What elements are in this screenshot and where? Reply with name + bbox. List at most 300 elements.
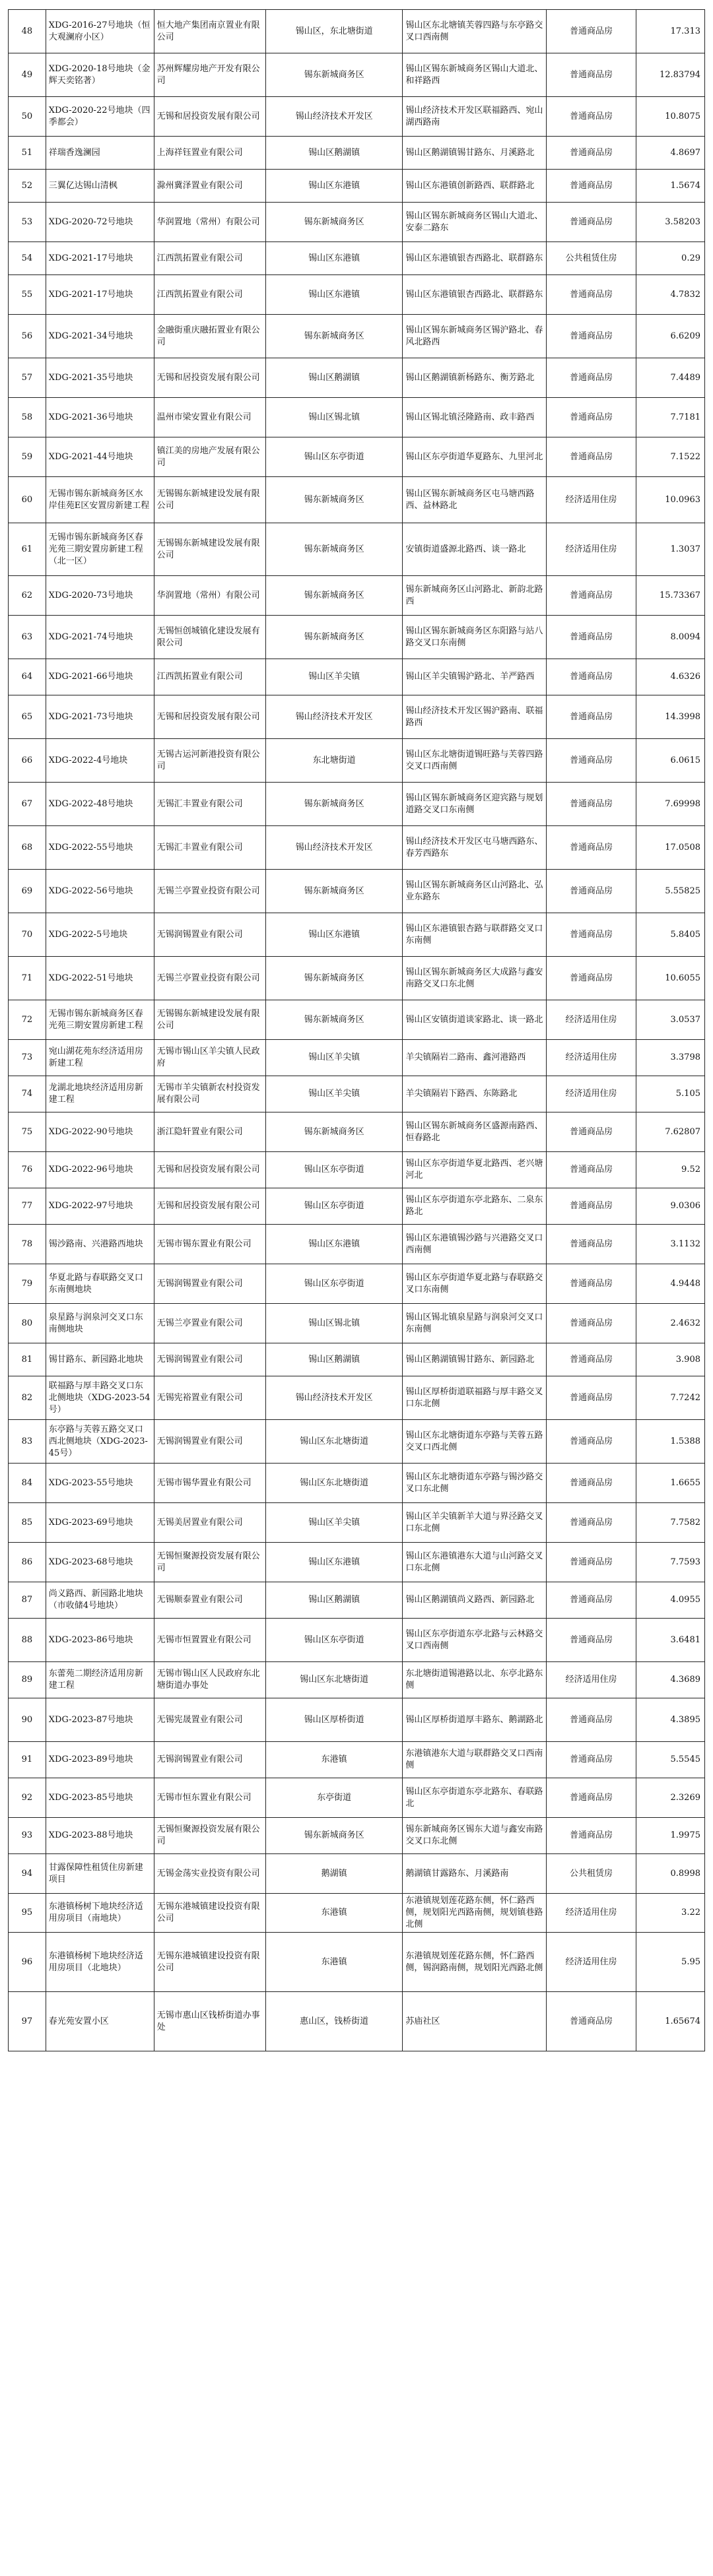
cell-housing-type: 经济适用住房 [546, 1076, 636, 1112]
cell-location: 锡山区东亭街道东亭北路东、春联路北 [403, 1778, 546, 1818]
cell-district: 锡山区东亭街道 [265, 437, 403, 477]
cell-district: 锡东新城商务区 [265, 1000, 403, 1040]
cell-developer-company: 无锡润锡置业有限公司 [154, 1420, 265, 1464]
cell-area-hectares: 7.1522 [636, 437, 705, 477]
cell-location: 东北塘街道锡港路以北、东亭北路东侧 [403, 1662, 546, 1698]
cell-row-number: 60 [9, 477, 46, 523]
cell-project-name: XDG-2020-22号地块（四季都会） [46, 97, 154, 137]
cell-row-number: 50 [9, 97, 46, 137]
cell-project-name: XDG-2022-55号地块 [46, 826, 154, 870]
table-row [9, 358, 705, 398]
cell-location: 锡山区东港镇银杏西路北、联群路东 [403, 275, 546, 315]
cell-district: 锡东新城商务区 [265, 616, 403, 659]
cell-housing-type: 普通商品房 [546, 10, 636, 53]
cell-project-name: XDG-2021-73号地块 [46, 695, 154, 739]
cell-developer-company: 无锡宪裕置业有限公司 [154, 1376, 265, 1420]
cell-project-name: XDG-2021-66号地块 [46, 659, 154, 695]
cell-district: 锡山区鹅湖镇 [265, 1343, 403, 1376]
cell-row-number: 82 [9, 1376, 46, 1420]
table-row [9, 523, 705, 576]
cell-row-number: 76 [9, 1152, 46, 1188]
cell-developer-company: 江西凯拓置业有限公司 [154, 659, 265, 695]
cell-row-number: 56 [9, 315, 46, 358]
cell-area-hectares: 1.5388 [636, 1420, 705, 1464]
cell-housing-type: 普通商品房 [546, 576, 636, 616]
cell-project-name: 三翼亿达锡山清枫 [46, 170, 154, 203]
cell-developer-company: 无锡和居投资发展有限公司 [154, 358, 265, 398]
table-row [9, 1698, 705, 1742]
cell-location: 锡山区东北塘镇芙蓉四路与东亭路交叉口西南侧 [403, 10, 546, 53]
cell-housing-type: 普通商品房 [546, 913, 636, 957]
cell-location: 锡山区东亭街道东亭北路东、二泉东路北 [403, 1188, 546, 1225]
cell-project-name: 宛山湖花苑东经济适用房新建工程 [46, 1040, 154, 1076]
cell-developer-company: 苏州辉耀房地产开发有限公司 [154, 53, 265, 97]
cell-housing-type: 普通商品房 [546, 1464, 636, 1503]
cell-developer-company: 无锡锡东新城建设发展有限公司 [154, 477, 265, 523]
table-row [9, 315, 705, 358]
cell-developer-company: 无锡恒聚源投资发展有限公司 [154, 1818, 265, 1854]
cell-developer-company: 恒大地产集团南京置业有限公司 [154, 10, 265, 53]
cell-row-number: 52 [9, 170, 46, 203]
cell-area-hectares: 2.3269 [636, 1778, 705, 1818]
table-row [9, 1420, 705, 1464]
cell-housing-type: 普通商品房 [546, 97, 636, 137]
cell-district: 锡山区东北塘街道 [265, 1420, 403, 1464]
cell-location: 锡山区厚桥街道联福路与厚丰路交叉口东北侧 [403, 1376, 546, 1420]
table-row [9, 1076, 705, 1112]
cell-project-name: XDG-2022-97号地块 [46, 1188, 154, 1225]
cell-location: 锡山区锡东新城商务区锡沪路北、春风北路西 [403, 315, 546, 358]
cell-location: 锡山区东港镇创新路西、联群路北 [403, 170, 546, 203]
cell-developer-company: 无锡恒创城镇化建设发展有限公司 [154, 616, 265, 659]
cell-district: 锡山区东北塘街道 [265, 1464, 403, 1503]
table-row [9, 1778, 705, 1818]
cell-project-name: XDG-2021-35号地块 [46, 358, 154, 398]
cell-project-name: 东亭路与芙蓉五路交叉口西北侧地块（XDG-2023-45号） [46, 1420, 154, 1464]
cell-housing-type: 普通商品房 [546, 1225, 636, 1264]
table-row [9, 1894, 705, 1933]
table-row [9, 826, 705, 870]
cell-location: 锡山经济技术开发区锡沪路南、联福路西 [403, 695, 546, 739]
cell-location: 东港镇港东大道与联群路交叉口西南侧 [403, 1742, 546, 1778]
cell-location: 安镇街道盛源北路西、谈一路北 [403, 523, 546, 576]
cell-district: 鹅湖镇 [265, 1854, 403, 1894]
cell-developer-company: 无锡市羊尖镇新农村投资发展有限公司 [154, 1076, 265, 1112]
cell-district: 锡山区鹅湖镇 [265, 1582, 403, 1619]
cell-area-hectares: 9.0306 [636, 1188, 705, 1225]
cell-housing-type: 普通商品房 [546, 137, 636, 170]
cell-housing-type: 经济适用住房 [546, 1662, 636, 1698]
cell-row-number: 51 [9, 137, 46, 170]
cell-housing-type: 经济适用住房 [546, 1894, 636, 1933]
cell-developer-company: 金融街重庆融拓置业有限公司 [154, 315, 265, 358]
cell-housing-type: 普通商品房 [546, 1304, 636, 1343]
cell-area-hectares: 7.7242 [636, 1376, 705, 1420]
cell-location: 锡山区锡东新城商务区屯马塘西路西、益林路北 [403, 477, 546, 523]
cell-housing-type: 普通商品房 [546, 170, 636, 203]
cell-housing-type: 普通商品房 [546, 1152, 636, 1188]
cell-area-hectares: 5.105 [636, 1076, 705, 1112]
cell-row-number: 78 [9, 1225, 46, 1264]
cell-housing-type: 普通商品房 [546, 1188, 636, 1225]
housing-land-table [8, 9, 705, 2051]
cell-row-number: 95 [9, 1894, 46, 1933]
cell-area-hectares: 8.0094 [636, 616, 705, 659]
cell-area-hectares: 7.69998 [636, 783, 705, 826]
table-row [9, 242, 705, 275]
cell-row-number: 83 [9, 1420, 46, 1464]
table-row [9, 695, 705, 739]
cell-area-hectares: 4.0955 [636, 1582, 705, 1619]
cell-area-hectares: 6.0615 [636, 739, 705, 783]
cell-row-number: 85 [9, 1503, 46, 1543]
cell-area-hectares: 4.6326 [636, 659, 705, 695]
cell-location: 锡山区东亭街道华夏北路与春联路交叉口东南侧 [403, 1264, 546, 1304]
cell-district: 锡东新城商务区 [265, 1112, 403, 1152]
cell-location: 锡山区东北塘街道锡旺路与芙蓉四路交叉口西南侧 [403, 739, 546, 783]
cell-area-hectares: 3.3798 [636, 1040, 705, 1076]
cell-location: 锡山区鹅湖镇尚义路西、新园路北 [403, 1582, 546, 1619]
cell-developer-company: 无锡古运河新港投资有限公司 [154, 739, 265, 783]
cell-area-hectares: 15.73367 [636, 576, 705, 616]
cell-district: 锡山区东北塘街道 [265, 1662, 403, 1698]
cell-row-number: 90 [9, 1698, 46, 1742]
cell-housing-type: 公共租赁房 [546, 1854, 636, 1894]
cell-district: 锡东新城商务区 [265, 315, 403, 358]
cell-housing-type: 普通商品房 [546, 203, 636, 242]
cell-area-hectares: 5.95 [636, 1933, 705, 1992]
cell-district: 惠山区，钱桥街道 [265, 1992, 403, 2051]
cell-developer-company: 无锡市锡山区羊尖镇人民政府 [154, 1040, 265, 1076]
cell-developer-company: 无锡润锡置业有限公司 [154, 1343, 265, 1376]
cell-row-number: 63 [9, 616, 46, 659]
cell-location: 锡山区东港镇银杏路与联群路交叉口东南侧 [403, 913, 546, 957]
cell-district: 锡山经济技术开发区 [265, 97, 403, 137]
cell-district: 锡山区东港镇 [265, 1225, 403, 1264]
cell-district: 锡东新城商务区 [265, 523, 403, 576]
cell-housing-type: 普通商品房 [546, 826, 636, 870]
cell-area-hectares: 10.8075 [636, 97, 705, 137]
cell-developer-company: 华润置地（常州）有限公司 [154, 576, 265, 616]
cell-project-name: 华夏北路与春联路交叉口东南侧地块 [46, 1264, 154, 1304]
cell-developer-company: 无锡和居投资发展有限公司 [154, 1188, 265, 1225]
cell-developer-company: 上海祥钰置业有限公司 [154, 137, 265, 170]
table-row [9, 1503, 705, 1543]
cell-district: 锡山区厚桥街道 [265, 1698, 403, 1742]
cell-housing-type: 普通商品房 [546, 1742, 636, 1778]
cell-district: 锡山区东港镇 [265, 170, 403, 203]
cell-developer-company: 华润置地（常州）有限公司 [154, 203, 265, 242]
cell-developer-company: 滁州冀泽置业有限公司 [154, 170, 265, 203]
table-row [9, 1464, 705, 1503]
cell-project-name: XDG-2022-4号地块 [46, 739, 154, 783]
cell-row-number: 97 [9, 1992, 46, 2051]
cell-project-name: 泉星路与润泉河交叉口东南侧地块 [46, 1304, 154, 1343]
cell-row-number: 66 [9, 739, 46, 783]
cell-housing-type: 普通商品房 [546, 783, 636, 826]
cell-row-number: 58 [9, 398, 46, 437]
cell-housing-type: 普通商品房 [546, 659, 636, 695]
cell-developer-company: 无锡市锡华置业有限公司 [154, 1464, 265, 1503]
cell-row-number: 69 [9, 870, 46, 913]
cell-project-name: 无锡市锡东新城商务区水岸佳苑E区安置房新建工程 [46, 477, 154, 523]
cell-housing-type: 普通商品房 [546, 957, 636, 1000]
cell-location: 锡山区东亭街道华夏路东、九里河北 [403, 437, 546, 477]
cell-row-number: 67 [9, 783, 46, 826]
cell-developer-company: 江西凯拓置业有限公司 [154, 275, 265, 315]
cell-location: 锡山区安镇街道谈家路北、谈一路北 [403, 1000, 546, 1040]
cell-row-number: 77 [9, 1188, 46, 1225]
cell-housing-type: 普通商品房 [546, 1420, 636, 1464]
cell-row-number: 70 [9, 913, 46, 957]
cell-area-hectares: 14.3998 [636, 695, 705, 739]
cell-area-hectares: 1.65674 [636, 1992, 705, 2051]
table-row [9, 1854, 705, 1894]
cell-location: 东港镇规划莲花路东侧，怀仁路西侧，锡润路南侧，规划阳光西路北侧 [403, 1933, 546, 1992]
cell-housing-type: 普通商品房 [546, 1543, 636, 1582]
cell-housing-type: 普通商品房 [546, 1698, 636, 1742]
table-row [9, 1188, 705, 1225]
cell-project-name: 东港镇杨树下地块经济适用房项目（南地块） [46, 1894, 154, 1933]
cell-area-hectares: 3.0537 [636, 1000, 705, 1040]
cell-project-name: XDG-2021-36号地块 [46, 398, 154, 437]
cell-housing-type: 普通商品房 [546, 437, 636, 477]
cell-row-number: 61 [9, 523, 46, 576]
cell-project-name: XDG-2023-87号地块 [46, 1698, 154, 1742]
cell-area-hectares: 9.52 [636, 1152, 705, 1188]
cell-row-number: 64 [9, 659, 46, 695]
table-row [9, 576, 705, 616]
cell-area-hectares: 1.5674 [636, 170, 705, 203]
cell-district: 锡山区羊尖镇 [265, 1503, 403, 1543]
cell-area-hectares: 1.6655 [636, 1464, 705, 1503]
cell-district: 锡山区东港镇 [265, 913, 403, 957]
cell-project-name: XDG-2020-73号地块 [46, 576, 154, 616]
cell-location: 羊尖镇隔岩下路西、东陈路北 [403, 1076, 546, 1112]
cell-location: 锡山区锡东新城商务区锡山大道北、和祥路西 [403, 53, 546, 97]
cell-developer-company: 无锡市惠山区钱桥街道办事处 [154, 1992, 265, 2051]
cell-area-hectares: 5.8405 [636, 913, 705, 957]
cell-row-number: 68 [9, 826, 46, 870]
cell-area-hectares: 1.3037 [636, 523, 705, 576]
cell-area-hectares: 10.0963 [636, 477, 705, 523]
cell-district: 锡东新城商务区 [265, 477, 403, 523]
cell-area-hectares: 7.62807 [636, 1112, 705, 1152]
cell-district: 锡山区羊尖镇 [265, 1076, 403, 1112]
cell-location: 锡山区鹅湖镇锡甘路东、月溪路北 [403, 137, 546, 170]
cell-district: 锡山区东港镇 [265, 1543, 403, 1582]
cell-area-hectares: 7.7593 [636, 1543, 705, 1582]
cell-developer-company: 无锡和居投资发展有限公司 [154, 695, 265, 739]
cell-developer-company: 无锡东港城镇建设投资有限公司 [154, 1894, 265, 1933]
cell-area-hectares: 3.6481 [636, 1619, 705, 1662]
cell-project-name: XDG-2022-96号地块 [46, 1152, 154, 1188]
cell-row-number: 75 [9, 1112, 46, 1152]
cell-location: 锡山区东港镇银杏西路北、联群路东 [403, 242, 546, 275]
cell-developer-company: 无锡润锡置业有限公司 [154, 1264, 265, 1304]
cell-row-number: 80 [9, 1304, 46, 1343]
cell-location: 锡山区厚桥街道厚丰路东、鹅湖路北 [403, 1698, 546, 1742]
cell-housing-type: 普通商品房 [546, 1778, 636, 1818]
cell-district: 锡山区羊尖镇 [265, 659, 403, 695]
cell-district: 锡东新城商务区 [265, 53, 403, 97]
cell-location: 鹅湖镇甘露路东、月溪路南 [403, 1854, 546, 1894]
cell-housing-type: 普通商品房 [546, 870, 636, 913]
cell-project-name: 联福路与厚丰路交叉口东北侧地块（XDG-2023-54号） [46, 1376, 154, 1420]
cell-area-hectares: 7.7582 [636, 1503, 705, 1543]
cell-district: 锡山区东亭街道 [265, 1188, 403, 1225]
cell-housing-type: 经济适用住房 [546, 1040, 636, 1076]
cell-row-number: 53 [9, 203, 46, 242]
cell-housing-type: 经济适用住房 [546, 523, 636, 576]
cell-area-hectares: 0.8998 [636, 1854, 705, 1894]
table-row [9, 1582, 705, 1619]
cell-developer-company: 无锡锡东新城建设发展有限公司 [154, 1000, 265, 1040]
cell-area-hectares: 17.313 [636, 10, 705, 53]
table-row [9, 398, 705, 437]
cell-location: 锡山区锡东新城商务区盛源南路西、恒春路北 [403, 1112, 546, 1152]
cell-project-name: 无锡市锡东新城商务区春光苑三期安置房新建工程（北一区） [46, 523, 154, 576]
cell-area-hectares: 1.9975 [636, 1818, 705, 1854]
cell-location: 锡山区东北塘街道东亭路与芙蓉五路交叉口西北侧 [403, 1420, 546, 1464]
cell-housing-type: 经济适用住房 [546, 1000, 636, 1040]
cell-area-hectares: 5.55825 [636, 870, 705, 913]
cell-district: 锡山区东亭街道 [265, 1264, 403, 1304]
cell-row-number: 88 [9, 1619, 46, 1662]
cell-housing-type: 普通商品房 [546, 1619, 636, 1662]
cell-row-number: 91 [9, 1742, 46, 1778]
cell-district: 锡山区，东北塘街道 [265, 10, 403, 53]
table-row [9, 10, 705, 53]
cell-district: 锡东新城商务区 [265, 783, 403, 826]
cell-developer-company: 无锡锡东新城建设发展有限公司 [154, 523, 265, 576]
table-row [9, 1543, 705, 1582]
cell-housing-type: 普通商品房 [546, 1376, 636, 1420]
cell-housing-type: 普通商品房 [546, 1503, 636, 1543]
cell-area-hectares: 7.7181 [636, 398, 705, 437]
cell-row-number: 92 [9, 1778, 46, 1818]
cell-housing-type: 普通商品房 [546, 358, 636, 398]
cell-row-number: 79 [9, 1264, 46, 1304]
cell-location: 锡山区锡东新城商务区山河路北、弘业东路东 [403, 870, 546, 913]
cell-developer-company: 无锡汇丰置业有限公司 [154, 826, 265, 870]
cell-project-name: 甘露保障性租赁住房新建项目 [46, 1854, 154, 1894]
cell-district: 锡山区东港镇 [265, 275, 403, 315]
cell-location: 锡山区锡北镇泉星路与润泉河交叉口东南侧 [403, 1304, 546, 1343]
cell-project-name: XDG-2020-72号地块 [46, 203, 154, 242]
cell-area-hectares: 4.7832 [636, 275, 705, 315]
table-row [9, 1343, 705, 1376]
cell-row-number: 96 [9, 1933, 46, 1992]
table-row [9, 1992, 705, 2051]
cell-district: 锡东新城商务区 [265, 1818, 403, 1854]
cell-district: 锡东新城商务区 [265, 870, 403, 913]
cell-housing-type: 公共租赁住房 [546, 242, 636, 275]
cell-developer-company: 无锡兰亭置业投资有限公司 [154, 957, 265, 1000]
cell-project-name: XDG-2021-74号地块 [46, 616, 154, 659]
cell-developer-company: 无锡市恒东置业有限公司 [154, 1778, 265, 1818]
cell-location: 锡山区东港镇港东大道与山河路交叉口东北侧 [403, 1543, 546, 1582]
cell-location: 锡山区锡东新城商务区锡山大道北、安泰二路东 [403, 203, 546, 242]
cell-district: 锡山区东亭街道 [265, 1152, 403, 1188]
cell-row-number: 71 [9, 957, 46, 1000]
table-row [9, 477, 705, 523]
cell-district: 锡东新城商务区 [265, 576, 403, 616]
cell-area-hectares: 2.4632 [636, 1304, 705, 1343]
cell-area-hectares: 5.5545 [636, 1742, 705, 1778]
cell-housing-type: 普通商品房 [546, 398, 636, 437]
cell-area-hectares: 0.29 [636, 242, 705, 275]
cell-location: 锡山区羊尖镇锡沪路北、羊严路西 [403, 659, 546, 695]
cell-developer-company: 无锡兰亭置业有限公司 [154, 1304, 265, 1343]
cell-project-name: 东蕾苑二期经济适用房新建工程 [46, 1662, 154, 1698]
table-row [9, 1662, 705, 1698]
cell-developer-company: 无锡宪晟置业有限公司 [154, 1698, 265, 1742]
cell-housing-type: 普通商品房 [546, 53, 636, 97]
cell-row-number: 74 [9, 1076, 46, 1112]
table-row [9, 1000, 705, 1040]
cell-location: 羊尖镇隔岩二路南、鑫河港路西 [403, 1040, 546, 1076]
cell-housing-type: 经济适用住房 [546, 1933, 636, 1992]
cell-housing-type: 普通商品房 [546, 1264, 636, 1304]
cell-housing-type: 普通商品房 [546, 695, 636, 739]
cell-project-name: XDG-2023-68号地块 [46, 1543, 154, 1582]
cell-row-number: 81 [9, 1343, 46, 1376]
cell-location: 锡山经济技术开发区联福路西、宛山湖西路南 [403, 97, 546, 137]
cell-district: 东港镇 [265, 1933, 403, 1992]
table-row [9, 1112, 705, 1152]
cell-district: 锡东新城商务区 [265, 203, 403, 242]
cell-developer-company: 无锡润锡置业有限公司 [154, 1742, 265, 1778]
cell-area-hectares: 4.3689 [636, 1662, 705, 1698]
cell-area-hectares: 3.1132 [636, 1225, 705, 1264]
cell-housing-type: 普通商品房 [546, 315, 636, 358]
cell-housing-type: 普通商品房 [546, 1818, 636, 1854]
cell-area-hectares: 7.4489 [636, 358, 705, 398]
cell-developer-company: 无锡和居投资发展有限公司 [154, 97, 265, 137]
cell-row-number: 57 [9, 358, 46, 398]
table-row [9, 1264, 705, 1304]
cell-district: 锡东新城商务区 [265, 957, 403, 1000]
cell-location: 东港镇规划莲花路东侧，怀仁路西侧，规划阳光西路南侧，规划镇巷路北侧 [403, 1894, 546, 1933]
cell-project-name: XDG-2022-5号地块 [46, 913, 154, 957]
cell-project-name: XDG-2021-44号地块 [46, 437, 154, 477]
cell-developer-company: 无锡市锡山区人民政府东北塘街道办事处 [154, 1662, 265, 1698]
cell-project-name: XDG-2021-34号地块 [46, 315, 154, 358]
cell-location: 锡东新城商务区锡东大道与鑫安南路交叉口东北侧 [403, 1818, 546, 1854]
cell-row-number: 48 [9, 10, 46, 53]
cell-project-name: 无锡市锡东新城商务区春光苑三期安置房新建工程 [46, 1000, 154, 1040]
table-row [9, 203, 705, 242]
cell-project-name: 东港镇杨树下地块经济适用房项目（北地块） [46, 1933, 154, 1992]
cell-developer-company: 无锡东港城镇建设投资有限公司 [154, 1933, 265, 1992]
table-row [9, 170, 705, 203]
cell-developer-company: 无锡润锡置业有限公司 [154, 913, 265, 957]
table-row [9, 1225, 705, 1264]
cell-location: 锡山区东亭街道东亭北路与云林路交叉口西南侧 [403, 1619, 546, 1662]
cell-row-number: 94 [9, 1854, 46, 1894]
cell-district: 锡山区锡北镇 [265, 398, 403, 437]
table-row [9, 783, 705, 826]
table-row [9, 1818, 705, 1854]
cell-district: 锡山区东亭街道 [265, 1619, 403, 1662]
cell-area-hectares: 3.908 [636, 1343, 705, 1376]
cell-project-name: XDG-2022-51号地块 [46, 957, 154, 1000]
cell-developer-company: 无锡和居投资发展有限公司 [154, 1152, 265, 1188]
table-row [9, 53, 705, 97]
cell-project-name: 锡沙路南、兴港路西地块 [46, 1225, 154, 1264]
cell-area-hectares: 4.9448 [636, 1264, 705, 1304]
